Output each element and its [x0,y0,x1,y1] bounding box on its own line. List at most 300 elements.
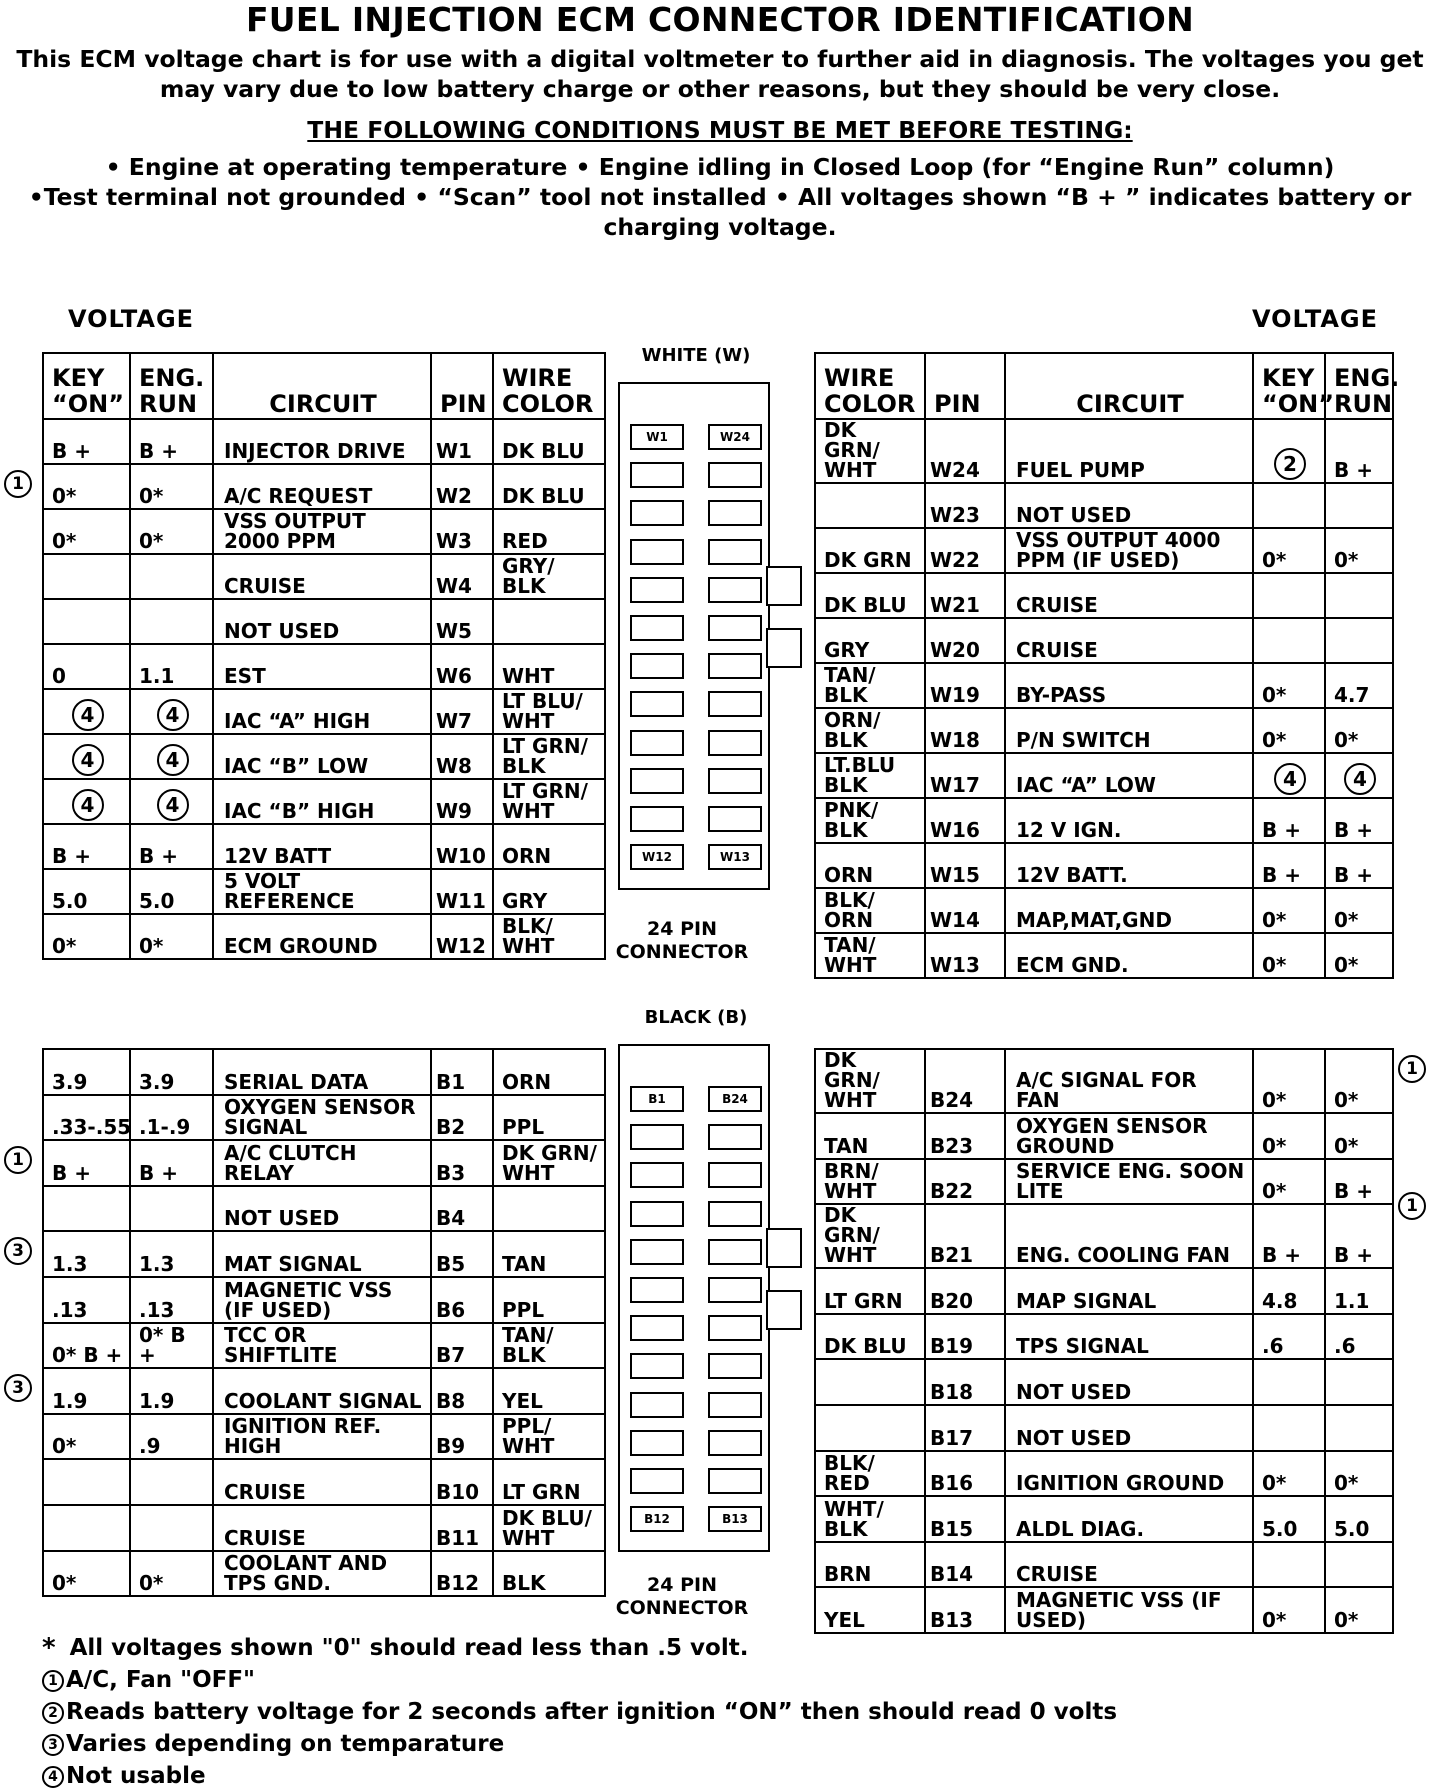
wire-color: DK GRN/ WHT [493,1140,605,1186]
circuit-name: ECM GND. [1005,933,1253,978]
pin-id: W18 [925,708,1005,753]
key-on-voltage: B + [43,824,130,869]
slot-w12: W12 [630,844,684,870]
circuit-name: OXYGEN SENSOR SIGNAL [213,1095,431,1141]
circuit-name: MAP SIGNAL [1005,1268,1253,1314]
circuit-name: IGNITION REF. HIGH [213,1414,431,1460]
circuit-name: INJECTOR DRIVE [213,419,431,464]
pin-id: W8 [431,734,493,779]
circled-note-number: 4 [72,789,104,821]
table-row [815,888,1393,933]
eng-run-voltage [130,779,213,824]
footnote-marker: 1 [1398,1055,1426,1083]
key-on-voltage: 0* [1253,528,1325,573]
eng-run-voltage: 0* [130,914,213,959]
table-row [43,689,605,734]
table-header-row [43,353,605,419]
wire-color: ORN [493,1049,605,1095]
pin-id: W15 [925,843,1005,888]
header-key-on: KEY “ON” [43,353,130,419]
eng-run-voltage: 0* [130,509,213,554]
eng-run-voltage: B + [1325,1204,1393,1268]
pin-id: B16 [925,1451,1005,1497]
voltage-label-left: VOLTAGE [68,305,195,333]
eng-run-voltage [130,689,213,734]
table-row [43,734,605,779]
table-row [43,1095,605,1141]
white-pin-slot [630,806,684,832]
eng-run-voltage [1325,1542,1393,1588]
white-pin-slot [708,615,762,641]
black-pin-slot [630,1430,684,1456]
intro-line-2: may vary due to low battery charge or other reasons, but they should be very close. [159,75,1281,103]
black-pin-slot [708,1392,762,1418]
pin-id: W4 [431,554,493,599]
slot-w13: W13 [708,844,762,870]
eng-run-voltage: 0* [1325,1113,1393,1159]
wire-color: LT BLU/ WHT [493,689,605,734]
black-pin-slot [630,1315,684,1341]
pin-id: B17 [925,1405,1005,1451]
white-pin-slot [630,691,684,717]
eng-run-voltage: .1-.9 [130,1095,213,1141]
wire-color: BLK [493,1551,605,1597]
wire-color: LT GRN [815,1268,925,1314]
eng-run-voltage: 0* [1325,528,1393,573]
wire-color: TAN [493,1231,605,1277]
wire-color: ORN [493,824,605,869]
conditions-list [20,152,1420,242]
eng-run-voltage: 0* [1325,1587,1393,1633]
wire-color [815,1405,925,1451]
circuit-name: 12 V IGN. [1005,798,1253,843]
wire-color: WHT/ BLK [815,1496,925,1542]
pin-id: W11 [431,869,493,914]
wire-color: LT GRN [493,1459,605,1505]
wire-color: LT GRN/ WHT [493,779,605,824]
wire-color: TAN/ WHT [815,933,925,978]
table-row [815,933,1393,978]
pin-id: B24 [925,1049,1005,1113]
eng-run-voltage: B + [1325,419,1393,483]
wire-color: GRY [815,618,925,663]
circuit-name: CRUISE [213,1459,431,1505]
circuit-name: CRUISE [213,1505,431,1551]
circuit-name: MAT SIGNAL [213,1231,431,1277]
black-pin-slot [708,1277,762,1303]
wire-color: ORN [815,843,925,888]
wire-color: ORN/ BLK [815,708,925,753]
white-pin-slot [708,539,762,565]
circuit-name: CRUISE [213,554,431,599]
circuit-name: MAP,MAT,GND [1005,888,1253,933]
pin-id: W6 [431,644,493,689]
white-pin-slot [630,500,684,526]
black-pin-slot [630,1353,684,1379]
pin-id: B7 [431,1323,493,1369]
wire-color: PPL [493,1095,605,1141]
circuit-name: MAGNETIC VSS (IF USED) [1005,1587,1253,1633]
key-on-voltage [43,1186,130,1232]
key-on-voltage [1253,1542,1325,1588]
connector-tab [766,1228,802,1268]
white-pin-slot [708,730,762,756]
key-on-voltage: 0* [43,1414,130,1460]
eng-run-voltage: B + [130,1140,213,1186]
page-title: FUEL INJECTION ECM CONNECTOR IDENTIFICATION [245,0,1195,39]
wire-color: PPL [493,1277,605,1323]
white-pin-slot [630,730,684,756]
circuit-name: SERVICE ENG. SOON LITE [1005,1159,1253,1205]
eng-run-voltage: 0* [1325,933,1393,978]
pin-id: W17 [925,753,1005,798]
white-pin-slot [630,539,684,565]
white-pin-slot [708,577,762,603]
table-row [43,1140,605,1186]
table-row [815,1113,1393,1159]
table-row [43,1414,605,1460]
circuit-name: CRUISE [1005,1542,1253,1588]
pin-id: W13 [925,933,1005,978]
table-row [815,1204,1393,1268]
slot-b12: B12 [630,1506,684,1532]
key-on-voltage: 0* [1253,708,1325,753]
circuit-name: NOT USED [1005,1359,1253,1405]
circuit-name: A/C REQUEST [213,464,431,509]
circled-note-number: 4 [1344,763,1376,795]
circuit-name: P/N SWITCH [1005,708,1253,753]
key-on-voltage [43,599,130,644]
pin-id: W23 [925,483,1005,528]
eng-run-voltage: .9 [130,1414,213,1460]
black-pin-slot [708,1468,762,1494]
black-pin-slot [630,1124,684,1150]
pin-id: B21 [925,1204,1005,1268]
key-on-voltage [1253,419,1325,483]
key-on-voltage: B + [43,419,130,464]
conditions-line-2: •Test terminal not grounded • “Scan” tool not installed • All voltages shown “B + ” indicates battery or [28,183,1412,211]
key-on-voltage: B + [1253,843,1325,888]
eng-run-voltage: B + [1325,1159,1393,1205]
eng-run-voltage [1325,753,1393,798]
white-connector-name: 24 PIN CONNECTOR [615,918,749,963]
key-on-voltage [43,1505,130,1551]
key-on-voltage [1253,618,1325,663]
black-connector-diagram [606,1008,812,1628]
table-row [815,753,1393,798]
connector-tab [766,1290,802,1330]
eng-run-voltage: 0* [1325,1451,1393,1497]
circuit-name: COOLANT AND TPS GND. [213,1551,431,1597]
black-pin-slot [630,1162,684,1188]
table-row [815,798,1393,843]
key-on-voltage: 0* [43,1551,130,1597]
eng-run-voltage [1325,1359,1393,1405]
table-row [43,419,605,464]
black-pin-slot [708,1162,762,1188]
key-on-voltage [43,689,130,734]
circuit-name: CRUISE [1005,618,1253,663]
header-pin: PIN [431,353,493,419]
pin-id: B23 [925,1113,1005,1159]
table-row [815,528,1393,573]
wire-color [815,1359,925,1405]
pin-id: W10 [431,824,493,869]
connector-tab [766,566,802,606]
key-on-voltage: 0* [1253,1159,1325,1205]
circled-note-number: 4 [157,744,189,776]
key-on-voltage [1253,483,1325,528]
wire-color: DK GRN/ WHT [815,1049,925,1113]
white-connector-label: WHITE (W) [641,345,751,366]
key-on-voltage: 0* [1253,1113,1325,1159]
black-pin-slot [630,1468,684,1494]
voltage-label-right: VOLTAGE [1251,305,1378,333]
black-pin-slot [630,1239,684,1265]
pin-id: B20 [925,1268,1005,1314]
white-pin-slot [630,462,684,488]
eng-run-voltage: 0* [130,464,213,509]
header-key-on: KEY “ON” [1253,353,1325,419]
conditions-line-3: charging voltage. [603,213,837,241]
connector-tab [766,628,802,668]
wire-color: DK BLU [815,573,925,618]
wire-color: WHT [493,644,605,689]
footnote-marker: 1 [1398,1192,1426,1220]
table-row [815,1587,1393,1633]
pin-id: B2 [431,1095,493,1141]
wire-color: DK BLU [493,419,605,464]
eng-run-voltage: 5.0 [1325,1496,1393,1542]
pin-id: B9 [431,1414,493,1460]
pin-id: W22 [925,528,1005,573]
pin-id: W16 [925,798,1005,843]
white-pin-slot [708,768,762,794]
pin-id: B13 [925,1587,1005,1633]
table-row [815,1268,1393,1314]
table-row [815,483,1393,528]
table-row [43,869,605,914]
table-row [815,1542,1393,1588]
conditions-heading: THE FOLLOWING CONDITIONS MUST BE MET BEFORE TESTING: [307,116,1133,144]
white-pin-slot [708,500,762,526]
eng-run-voltage [130,1459,213,1505]
white-pin-slot [708,691,762,717]
eng-run-voltage: 4.7 [1325,663,1393,708]
wire-color [815,483,925,528]
wire-color: PPL/ WHT [493,1414,605,1460]
wire-color: TAN/ BLK [815,663,925,708]
circuit-name: 12V BATT [213,824,431,869]
footnote-marker: 1 [4,1146,32,1174]
table-row [815,1159,1393,1205]
table-row [815,573,1393,618]
wire-color: DK GRN/ WHT [815,1204,925,1268]
black-pin-slot [630,1201,684,1227]
wire-color: GRY/ BLK [493,554,605,599]
circuit-name: IAC “A” HIGH [213,689,431,734]
pin-id: W21 [925,573,1005,618]
pin-id: B4 [431,1186,493,1232]
circled-note-number: 4 [1274,763,1306,795]
table-row [815,663,1393,708]
conditions-line-1: • Engine at operating temperature • Engine idling in Closed Loop (for “Engine Run” column) [105,153,1335,181]
pin-id: B1 [431,1049,493,1095]
wire-color [493,1186,605,1232]
key-on-voltage: 0 [43,644,130,689]
table-row [43,1459,605,1505]
wire-color: BRN/ WHT [815,1159,925,1205]
pin-id: B19 [925,1314,1005,1360]
key-on-voltage: B + [1253,1204,1325,1268]
slot-b1: B1 [630,1086,684,1112]
wire-color: DK BLU [493,464,605,509]
white-connector-right-table [814,352,1400,979]
pin-id: W5 [431,599,493,644]
pin-id: B8 [431,1368,493,1414]
black-pin-slot [708,1124,762,1150]
key-on-voltage: 0* [43,914,130,959]
pin-id: W2 [431,464,493,509]
circuit-name: NOT USED [1005,483,1253,528]
key-on-voltage: 0* [1253,1049,1325,1113]
black-pin-slot [630,1277,684,1303]
key-on-voltage: 0* [43,509,130,554]
eng-run-voltage [1325,483,1393,528]
circuit-name: VSS OUTPUT 4000 PPM (IF USED) [1005,528,1253,573]
slot-w1: W1 [630,424,684,450]
table-row [815,1451,1393,1497]
black-pin-slot [708,1430,762,1456]
table-row [43,644,605,689]
key-on-voltage [1253,753,1325,798]
table-row [815,1496,1393,1542]
eng-run-voltage: B + [130,824,213,869]
wire-color: YEL [815,1587,925,1633]
black-connector-right-table [814,1048,1394,1634]
table-row [43,1277,605,1323]
pin-id: B14 [925,1542,1005,1588]
wire-color: BLK/ RED [815,1451,925,1497]
header-wire-color: WIRE COLOR [815,353,925,419]
black-pin-slot [708,1353,762,1379]
eng-run-voltage [130,1186,213,1232]
footnotes [42,1632,1117,1792]
circuit-name: NOT USED [213,1186,431,1232]
eng-run-voltage: .13 [130,1277,213,1323]
eng-run-voltage: 3.9 [130,1049,213,1095]
footnote-star: * All voltages shown "0" should read less than .5 volt. [42,1633,749,1663]
table-row [43,824,605,869]
key-on-voltage: .6 [1253,1314,1325,1360]
circuit-name: ECM GROUND [213,914,431,959]
header-eng-run: ENG. RUN [130,353,213,419]
table-row [43,464,605,509]
white-pin-slot [708,462,762,488]
key-on-voltage: .33-.55 [43,1095,130,1141]
intro-text [15,44,1425,104]
white-pin-slot [630,653,684,679]
pin-id: B22 [925,1159,1005,1205]
wire-color: DK GRN/ WHT [815,419,925,483]
eng-run-voltage [130,599,213,644]
table-row [43,914,605,959]
wire-color: BLK/ WHT [493,914,605,959]
eng-run-voltage: 0* [1325,888,1393,933]
eng-run-voltage: B + [1325,798,1393,843]
table-row [43,554,605,599]
wire-color: GRY [493,869,605,914]
wire-color: DK GRN [815,528,925,573]
table-row [43,1368,605,1414]
circuit-name: FUEL PUMP [1005,419,1253,483]
header-eng-run: ENG. RUN [1325,353,1393,419]
circuit-name: TCC OR SHIFTLITE [213,1323,431,1369]
table-row [43,1186,605,1232]
intro-line-1: This ECM voltage chart is for use with a digital voltmeter to further aid in diagnosis. The voltages you get [16,45,1424,73]
eng-run-voltage [130,1505,213,1551]
table-row [815,419,1393,483]
key-on-voltage: 1.9 [43,1368,130,1414]
pin-id: B18 [925,1359,1005,1405]
table-row [43,509,605,554]
header-circuit: CIRCUIT [213,353,431,419]
eng-run-voltage: 0* [1325,708,1393,753]
wire-color: DK BLU [815,1314,925,1360]
circuit-name: A/C SIGNAL FOR FAN [1005,1049,1253,1113]
wire-color: RED [493,509,605,554]
circuit-name: COOLANT SIGNAL [213,1368,431,1414]
key-on-voltage: 0* [43,464,130,509]
wire-color: TAN/ BLK [493,1323,605,1369]
key-on-voltage: 5.0 [1253,1496,1325,1542]
key-on-voltage: 4.8 [1253,1268,1325,1314]
circuit-name: CRUISE [1005,573,1253,618]
table-row [43,1323,605,1369]
eng-run-voltage: 1.1 [1325,1268,1393,1314]
eng-run-voltage: 1.9 [130,1368,213,1414]
key-on-voltage [43,1459,130,1505]
wire-color: LT GRN/ BLK [493,734,605,779]
key-on-voltage [1253,573,1325,618]
circuit-name: IAC “B” LOW [213,734,431,779]
wire-color: YEL [493,1368,605,1414]
key-on-voltage: 0* [1253,663,1325,708]
circuit-name: NOT USED [213,599,431,644]
eng-run-voltage: 0* [130,1551,213,1597]
table-row [815,843,1393,888]
white-pin-slot [708,653,762,679]
table-row [43,779,605,824]
pin-id: W14 [925,888,1005,933]
key-on-voltage: .13 [43,1277,130,1323]
circuit-name: IAC “A” LOW [1005,753,1253,798]
pin-id: W3 [431,509,493,554]
black-pin-slot [630,1392,684,1418]
table-row [43,1505,605,1551]
wire-color: PNK/ BLK [815,798,925,843]
eng-run-voltage: 0* [1325,1049,1393,1113]
table-row [815,1314,1393,1360]
footnote-marker: 3 [4,1237,32,1265]
key-on-voltage: 0* [1253,1587,1325,1633]
key-on-voltage: B + [43,1140,130,1186]
key-on-voltage: B + [1253,798,1325,843]
circled-note-number: 4 [72,744,104,776]
circuit-name: MAGNETIC VSS (IF USED) [213,1277,431,1323]
white-pin-slot [630,768,684,794]
eng-run-voltage [1325,573,1393,618]
